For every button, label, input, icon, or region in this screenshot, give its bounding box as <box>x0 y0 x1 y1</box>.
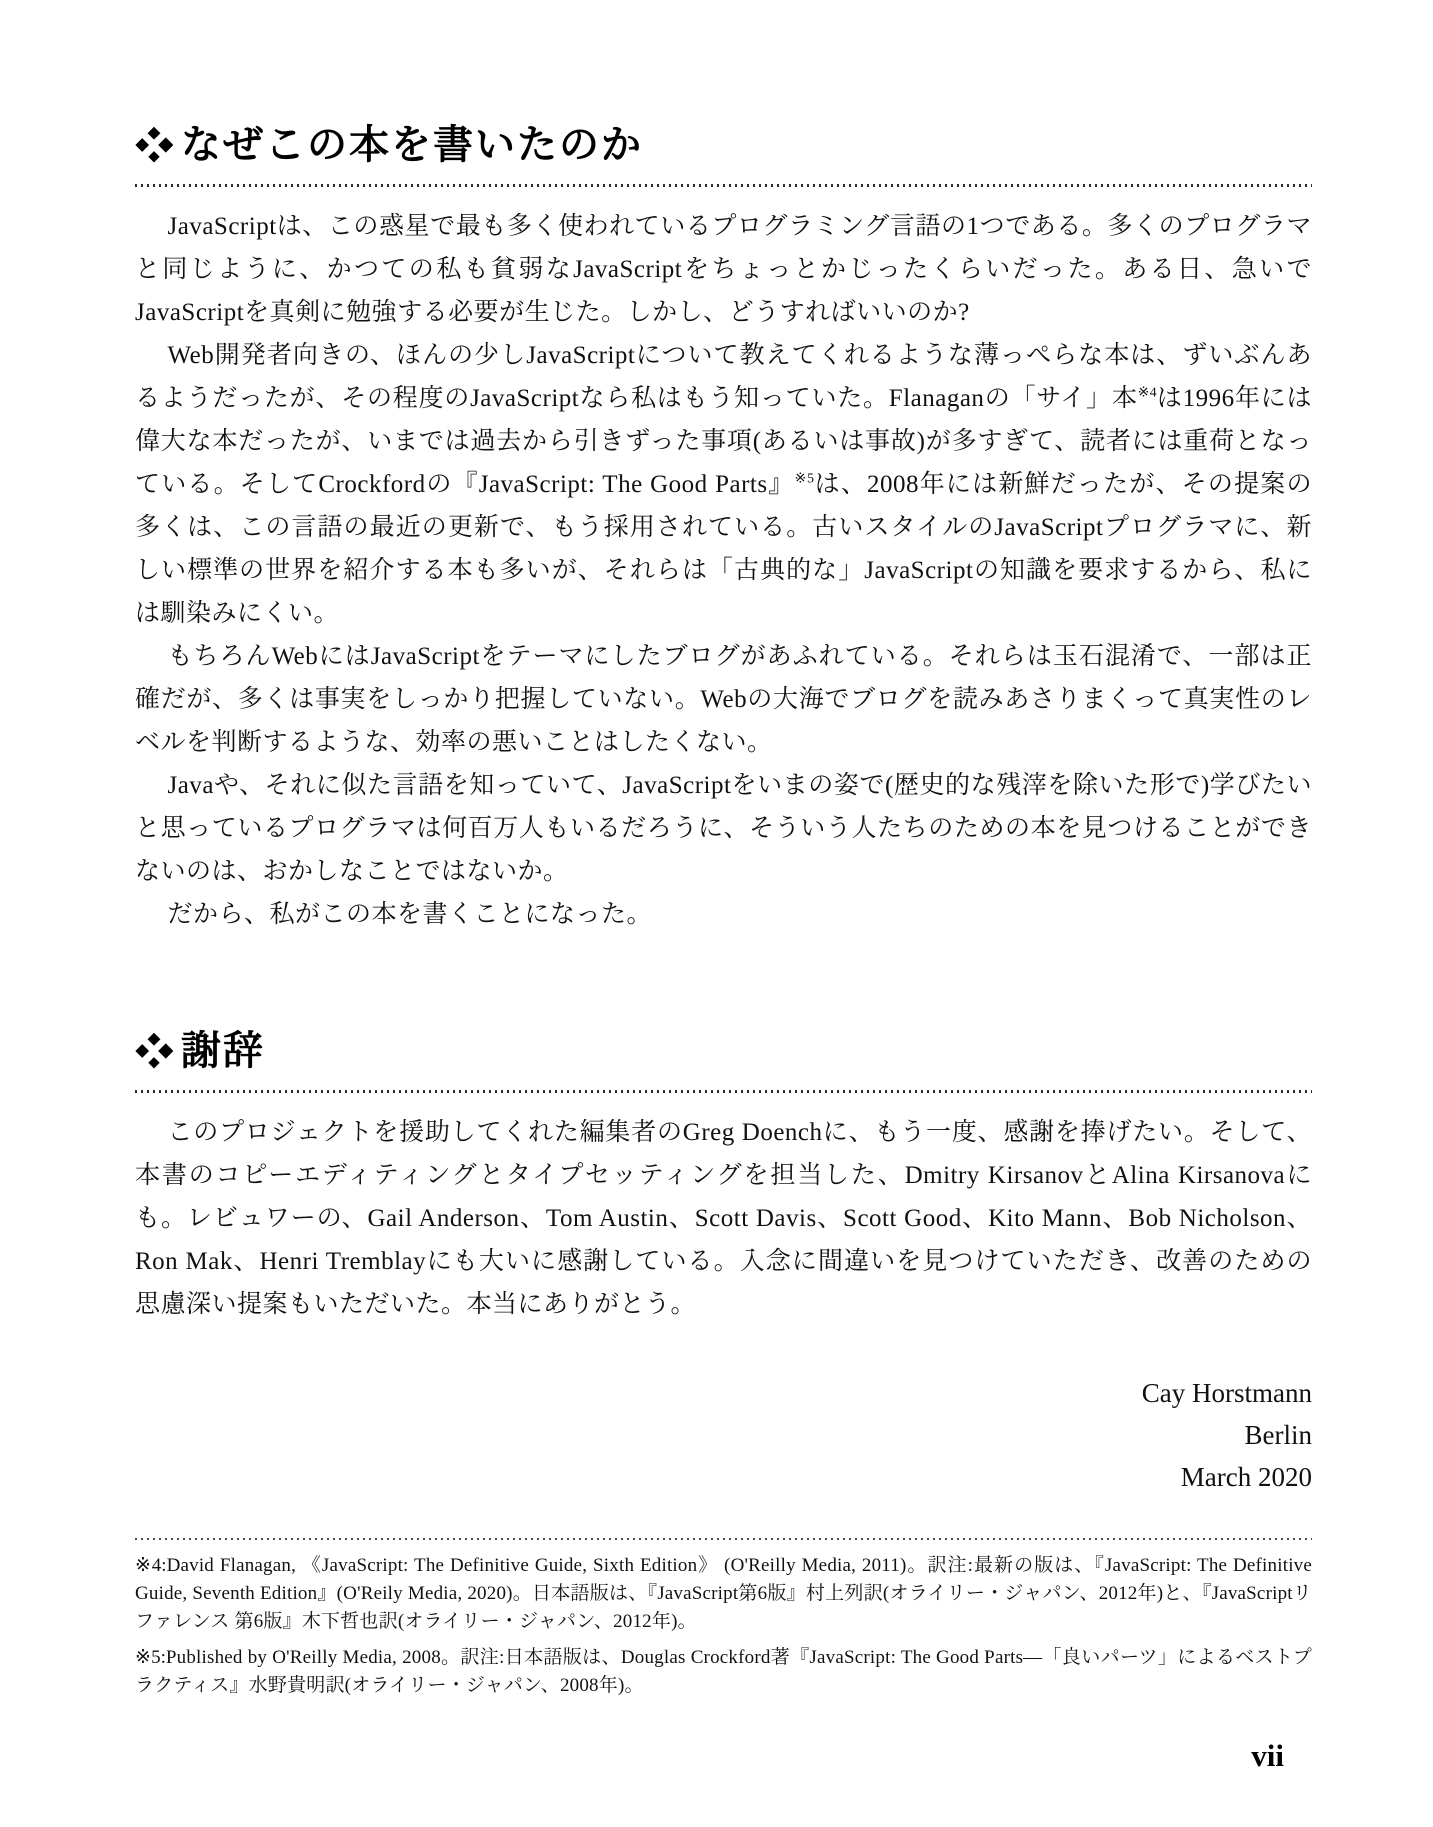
paragraph: このプロジェクトを援助してくれた編集者のGreg Doenchに、もう一度、感謝を捧げたい。そして、本書のコピーエディティングとタイプセッティングを担当した、Dmitry KirsanovとAlina Kirsanovaにも。レビュワーの、Gail Anderson、Tom Austin、Scott Davis、Scott Good、Kito Mann、Bob Nicholson、Ron Mak、Henri Tremblayにも大いに感謝している。入念に間違いを見つけていただき、改善のための思慮深い提案もいただいた。本当にありがとう。 <box>135 1119 1312 1318</box>
signature-place: Berlin <box>1244 1420 1312 1450</box>
footnote-5-text: Published by O'Reilly Media, 2008。訳注:日本語版は、Douglas Crockford著『JavaScript: The Good Parts―「良いパーツ」によるベストプラクティス』水野貴明訳(オライリー・ジャパン、2008年)。 <box>135 1647 1312 1696</box>
section-heading-why <box>135 122 1312 168</box>
footnote-reference: ※5 <box>794 471 814 487</box>
paragraph: Javaや、それに似た言語を知っていて、JavaScriptをいまの姿で(歴史的な残滓を除いた形で)学びたいと思っているプログラマは何百万人もいるだろうに、そういう人たちのための本を見つけることができないのは、おかしなことではないか。 <box>135 772 1312 885</box>
page-content <box>135 0 1312 1774</box>
page-number: vii <box>1251 1738 1284 1773</box>
paragraph: もちろんWebにはJavaScriptをテーマにしたブログがあふれている。それらは玉石混淆で、一部は正確だが、多くは事実をしっかり把握していない。Webの大海でブログを読みあさりまくって真実性のレベルを判断するような、効率の悪いことはしたくない。 <box>135 643 1312 756</box>
section-heading-ack <box>135 1028 1312 1074</box>
footnote-4-marker: ※4: <box>135 1555 167 1576</box>
signature-block <box>135 1372 1312 1498</box>
footnote-separator-rule <box>135 1538 1312 1540</box>
section-paragraphs <box>135 1111 1312 1326</box>
section-paragraphs <box>135 205 1312 936</box>
footnotes-area <box>135 1538 1312 1774</box>
paragraph: JavaScriptは、この惑星で最も多く使われているプログラミング言語の1つである。多くのプログラマと同じように、かつての私も貧弱なJavaScriptをちょっとかじったくらいだった。ある日、急いでJavaScriptを真剣に勉強する必要が生じた。しかし、どうすればいいのか? <box>135 213 1312 326</box>
footnote-5-marker: ※5: <box>135 1647 166 1668</box>
four-diamonds-icon <box>135 126 173 164</box>
heading-dotted-rule <box>135 184 1312 187</box>
signature-name: Cay Horstmann <box>1141 1378 1312 1408</box>
four-diamonds-icon <box>135 1032 173 1070</box>
footnote-5 <box>135 1644 1312 1700</box>
paragraph: だから、私がこの本を書くことになった。 <box>167 901 653 928</box>
footnote-4 <box>135 1552 1312 1636</box>
signature-date: March 2020 <box>1180 1462 1312 1492</box>
section-heading-text: なぜこの本を書いたのか <box>181 123 643 167</box>
paragraph: Web開発者向きの、ほんの少しJavaScriptについて教えてくれるような薄っぺらな本は、ずいぶんあるようだったが、その程度のJavaScriptなら私はもう知っていた。Flanaganの「サイ」本$^{※4}$は1996年には偉大な本だったが、いまでは過去から引きずった事項(あるいは事故)が多すぎて、読者には重荷となっている。そしてCrockfordの『JavaScript: The Good Parts』$^{※5}$は、2008年には新鮮だったが、その提案の多くは、この言語の最近の更新で、もう採用されている。古いスタイルのJavaScriptプログラマに、新しい標準の世界を紹介する本も多いが、それらは「古典的な」JavaScriptの知識を要求するから、私には馴染みにくい。 <box>135 342 1313 627</box>
section-why-wrote <box>135 122 1312 936</box>
section-acknowledgments <box>135 1028 1312 1326</box>
section-heading-text: 謝辞 <box>181 1029 265 1073</box>
footnote-reference: ※4 <box>1137 385 1157 401</box>
heading-dotted-rule <box>135 1090 1312 1093</box>
footnote-4-text: David Flanagan, 《JavaScript: The Definitive Guide, Sixth Edition》 (O'Reilly Media, 2011)。訳注:最新の版は、『JavaScript: The Definitive Guide, Seventh Edition』(O'Reily Media, 2020)。日本語版は、『JavaScript第6版』村上列訳(オライリー・ジャパン、2012年)と、『JavaScriptリファレンス 第6版』木下哲也訳(オライリー・ジャパン、2012年)。 <box>135 1555 1313 1632</box>
